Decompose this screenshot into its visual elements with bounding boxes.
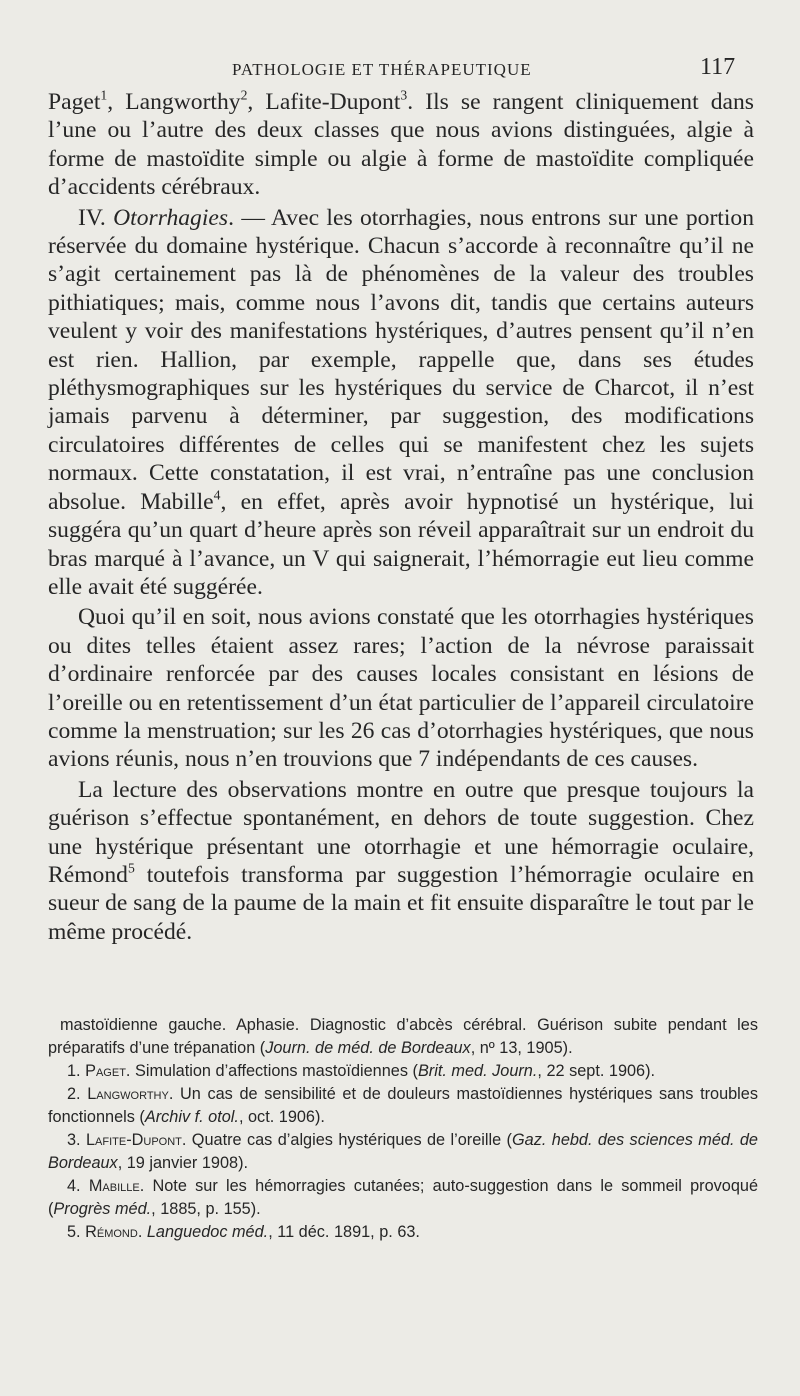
page-header xyxy=(0,52,800,84)
text-run: La lecture des observations montre en outre que presque toujours la guérison s’effectue spontanément, en dehors de toute suggestion. Chez une hystérique présentant une otorrhagie et une hémorragie oculaire, Rémond xyxy=(48,776,754,888)
text-run: , 19 janvier 1908). xyxy=(117,1154,249,1172)
footnote-ref: 1 xyxy=(100,87,108,103)
text-run: . — Avec les otorrhagies, nous entrons sur une portion réservée du domaine hystérique. Chacun s’accorde à reconnaître qu’il ne s’agit certainement pas là de phénomènes de la valeur des troubles pithiatiques; mais, comme nous l’avons dit, tandis que certains auteurs veulent y voir des manifestations hystériques, d’autres pensent qu’il n’en est rien. Hallion, par exemple, rappelle que, dans ses études pléthysmographiques sur les hystériques du service de Charcot, il n’est jamais parvenu à déterminer, par suggestion, des modifications circulatoires différentes de celles qui se manifestent chez les sujets normaux. Cette constatation, il est vrai, n’entraîne pas une conclusion absolue. Mabille xyxy=(48,204,755,515)
text-run: . Un cas de sensibilité et de douleurs mastoïdiennes hystériques sans troubles fonctionnels ( xyxy=(48,1085,758,1126)
paragraph: Quoi qu’il en soit, nous avions constaté que les otorrhagies hystériques ou dites telles étaient assez rares; l’action de la névrose paraissait d’ordinaire renforcée par des causes locales consistant en lésions de l’oreille ou en retentissement d’un état particulier de l’appareil circulatoire comme la menstruation; sur les 26 cas d’otorrhagies hystériques, que nous avions réunis, nous n’en trouvions que 7 indépendants de ces causes. xyxy=(48,604,754,773)
footnote-ref: 3 xyxy=(400,87,408,103)
paragraph xyxy=(48,88,754,202)
text-run: , oct. 1906). xyxy=(238,1108,325,1126)
footnote-author: Langworthy xyxy=(87,1085,169,1103)
footnote xyxy=(48,1060,758,1083)
text-run: toutefois transforma par suggestion l’hémorragie oculaire en sueur de sang de la paume de la main et fit ensuite disparaître le tout par le même procédé. xyxy=(48,861,754,945)
footnote-author: Mabille xyxy=(88,1177,140,1195)
text-run: , 22 sept. 1906). xyxy=(537,1062,656,1080)
footnote-continuation xyxy=(48,1014,758,1060)
text-run: , Langworthy xyxy=(107,89,241,115)
footnotes xyxy=(48,1014,758,1244)
text-run: , 1885, p. 155). xyxy=(151,1200,261,1218)
text-run: . Simulation d’affections mastoïdiennes ( xyxy=(125,1062,418,1080)
text-run: . Ils se rangent cliniquement dans l’une ou l’autre des deux classes que nous avions distinguées, algie à forme de mastoïdite simple ou algie à forme de mastoïdite compliquée d’accidents cérébraux. xyxy=(48,89,754,201)
page-number: 117 xyxy=(700,54,736,80)
text-run: mastoïdienne gauche. Aphasie. Diagnostic d’abcès cérébral. Guérison subite pendant les préparatifs d’une trépanation ( xyxy=(48,1016,758,1057)
citation-title: Gaz. hebd. des sciences méd. de Bordeaux xyxy=(48,1131,758,1172)
running-head: PATHOLOGIE ET THÉRAPEUTIQUE xyxy=(232,60,532,79)
footnote-author: Lafite-Dupont xyxy=(85,1131,182,1149)
footnote-author: Paget xyxy=(85,1062,126,1080)
footnote-number: 5. xyxy=(67,1223,86,1241)
text-run: , 11 déc. 1891, p. 63. xyxy=(268,1223,420,1241)
text-run: , nº 13, 1905). xyxy=(470,1039,573,1057)
footnote-author: Rémond xyxy=(85,1223,138,1241)
footnote xyxy=(48,1175,758,1221)
text-run: , Lafite-Dupont xyxy=(247,89,401,115)
section-number: IV. xyxy=(78,204,114,231)
footnote-ref: 5 xyxy=(127,860,135,876)
paragraph xyxy=(48,204,754,602)
footnote-number: 2. xyxy=(67,1085,88,1103)
main-text xyxy=(48,88,754,946)
text-run: . xyxy=(137,1223,147,1241)
citation-title: Progrès méd. xyxy=(53,1200,152,1218)
citation-title: Languedoc méd. xyxy=(146,1223,269,1241)
footnote xyxy=(48,1083,758,1129)
citation-title: Brit. med. Journ. xyxy=(417,1062,538,1080)
footnote-ref: 2 xyxy=(240,87,248,103)
footnote-number: 4. xyxy=(67,1177,89,1195)
text-run: , en effet, après avoir hypnotisé un hystérique, lui suggéra qu’un quart d’heure après son réveil apparaîtrait sur un endroit du bras marqué à l’avance, un V qui saignerait, l’hémorragie eut lieu comme elle avait été suggérée. xyxy=(48,488,754,600)
footnote xyxy=(48,1221,758,1244)
footnote xyxy=(48,1129,758,1175)
text-run: . Note sur les hémorragies cutanées; auto-suggestion dans le sommeil provoqué ( xyxy=(48,1177,759,1218)
citation-title: Journ. de méd. de Bordeaux xyxy=(265,1039,471,1057)
footnote-number: 1. xyxy=(67,1062,86,1080)
footnote-ref: 4 xyxy=(213,487,221,503)
footnote-number: 3. xyxy=(67,1131,86,1149)
text-run: Paget xyxy=(48,89,101,115)
citation-title: Archiv f. otol. xyxy=(144,1108,239,1126)
text-run: . Quatre cas d’algies hystériques de l’oreille ( xyxy=(181,1131,512,1149)
paragraph xyxy=(48,776,754,946)
section-title: Otorrhagies xyxy=(113,204,229,231)
